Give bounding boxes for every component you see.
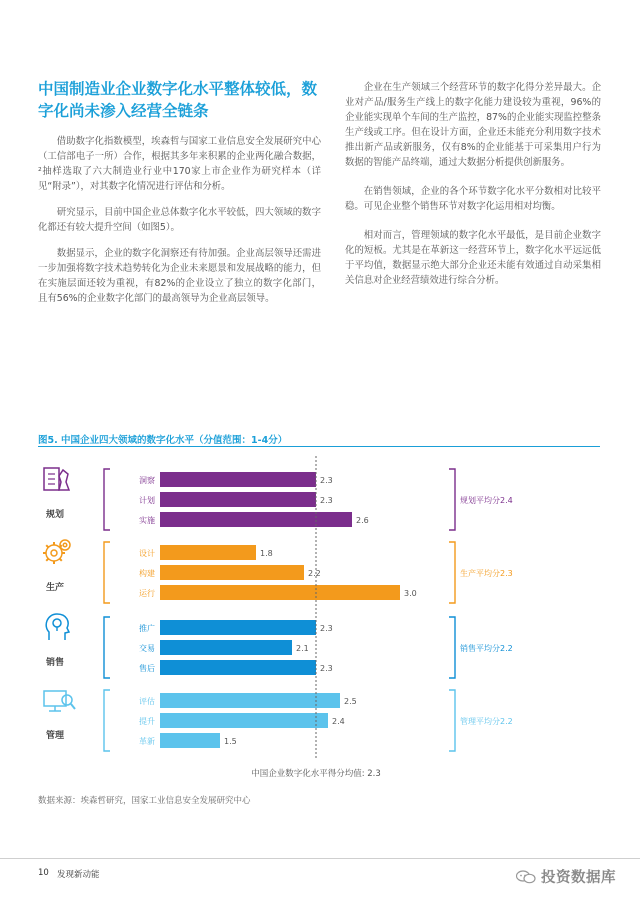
bar-value-label: 2.3 [320,664,333,673]
left-bracket [104,542,110,603]
data-source-note: 数据来源：埃森哲研究，国家工业信息安全发展研究中心 [38,796,251,806]
group-label: 生产 [45,583,65,593]
bar [160,640,292,655]
paragraph: 相对而言，管理领域的数字化水平最低，是目前企业数字化的短板。尤其是在革新这一经营环节上，数字化水平远远低于平均值，数据显示绝大部分企业还未能有效通过自动采集相关信息对企业经营绩效进行综合分析。 [345,230,601,286]
page-number: 10 [38,868,49,878]
bar-category-label: 实施 [139,516,155,525]
bar-category-label: 革新 [139,737,155,746]
bar-category-label: 构建 [139,569,155,578]
paragraph: 数据显示，企业的数字化洞察还有待加强。企业高层领导还需进一步加强将数字技术趋势转化为企业未来愿景和发展战略的能力，但在实施层面还较为重视，有82%的企业设立了独立的数字化部门，且有56%的企业数字化部门的最高领导为企业高层领导。 [38,248,321,304]
right-bracket [449,690,455,751]
section-headline: 中国制造业企业数字化水平整体较低，数字化尚未渗入经营全链条 [38,80,318,120]
bar-category-label: 售后 [139,664,155,673]
monitor-magnifier-icon [44,691,75,711]
right-bracket [449,542,455,603]
bar-value-label: 2.1 [296,644,309,653]
figure-divider [38,446,600,447]
bar [160,585,400,600]
group-average-label: 管理平均分2.2 [460,717,513,726]
bar-chart [0,450,640,790]
bar-category-label: 交易 [139,644,155,653]
group-label: 规划 [45,510,65,520]
chess-icon [44,468,69,490]
bar [160,512,352,527]
bar-value-label: 2.2 [308,569,321,578]
bar-value-label: 3.0 [404,589,417,598]
bar-category-label: 洞察 [139,476,155,485]
gears-icon [43,540,70,564]
left-bracket [104,690,110,751]
bar-category-label: 推广 [139,624,155,633]
bar [160,620,316,635]
paragraph: 企业在生产领域三个经营环节的数字化得分差异最大。企业对产品/服务生产线上的数字化能力建设较为重视，96%的企业能实现单个车间的生产监控，87%的企业能实现监控整条生产线或工序。但在设计方面，企业还未能充分利用数字技术推出新产品或新服务，仅有8%的企业能基于可采集用户行为数据的智能产品终端，通过大数据分析提供创新服务。 [345,82,601,168]
group-average-label: 销售平均分2.2 [460,644,513,653]
group-average-label: 生产平均分2.3 [460,569,513,578]
bar-value-label: 2.3 [320,496,333,505]
bar [160,545,256,560]
bar [160,660,316,675]
right-bracket [449,469,455,530]
bar [160,713,328,728]
left-bracket [104,469,110,530]
paragraph: 在销售领域，企业的各个环节数字化水平分数相对比较平稳。可见企业整个销售环节对数字化运用相对均衡。 [345,186,601,212]
paragraph: 研究显示，目前中国企业总体数字化水平较低，四大领域的数字化都还有较大提升空间（如图5）。 [38,207,321,233]
bar [160,565,304,580]
bar-value-label: 2.3 [320,476,333,485]
bar-category-label: 运行 [139,589,155,598]
left-bracket [104,617,110,678]
watermark-text: 投资数据库 [541,870,616,886]
bar-value-label: 2.6 [356,516,369,525]
bar-category-label: 设计 [139,549,155,558]
bar [160,693,340,708]
bar [160,472,316,487]
footer-divider [0,858,640,859]
bar-value-label: 2.5 [344,697,357,706]
group-average-label: 规划平均分2.4 [460,496,513,505]
bar-value-label: 2.4 [332,717,345,726]
watermark [516,866,616,887]
paragraph: 借助数字化指数模型，埃森哲与国家工业信息安全发展研究中心（工信部电子一所）合作，根据其多年来积累的企业两化融合数据，²抽样选取了六大制造业行业中170家上市企业作为研究样本（详见“附录”），对其数字化情况进行评估和分析。 [38,136,321,192]
bar-value-label: 1.5 [224,737,237,746]
bar-category-label: 计划 [139,496,155,505]
bar-value-label: 2.3 [320,624,333,633]
bar-value-label: 1.8 [260,549,273,558]
left-column [38,134,321,317]
lightbulb-head-icon [46,614,69,640]
bar-category-label: 评估 [139,697,155,706]
figure-title: 图5. 中国企业四大领域的数字化水平（分值范围：1-4分） [38,435,288,446]
bar [160,492,316,507]
group-label: 销售 [45,658,65,668]
group-label: 管理 [45,731,65,741]
bar [160,733,220,748]
right-bracket [449,617,455,678]
right-column [345,80,601,302]
bar-category-label: 提升 [139,717,155,726]
mean-reference-label: 中国企业数字化水平得分均值: 2.3 [251,769,381,779]
chat-bubbles-icon [516,870,536,884]
footer-title: 发现新动能 [57,870,100,880]
